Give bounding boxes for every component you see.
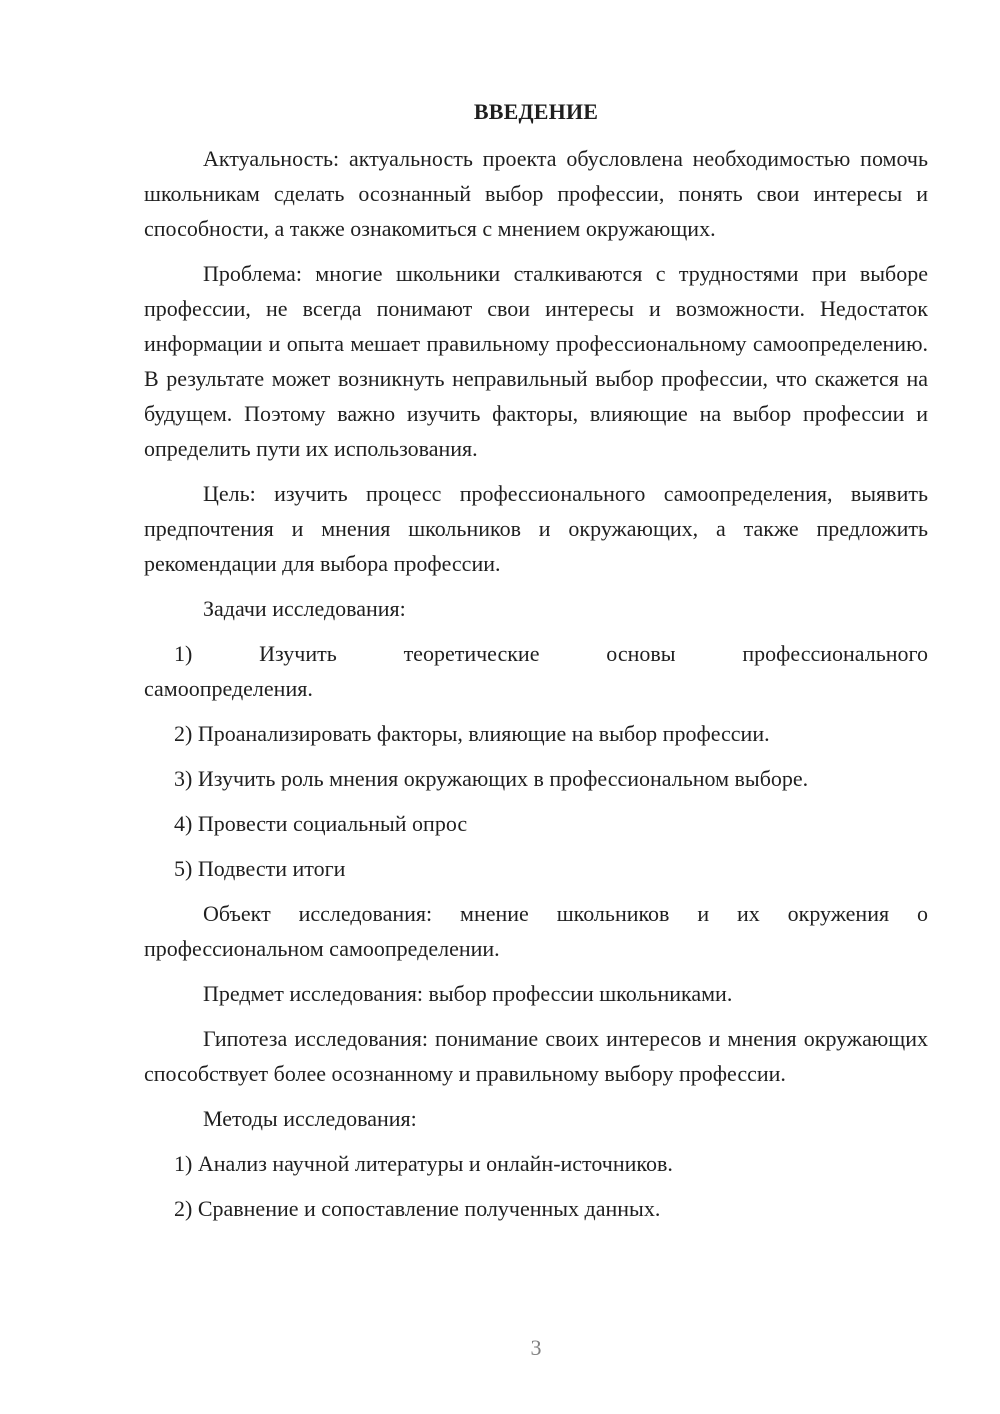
task-item-2: 2) Проанализировать факторы, влияющие на выбор профессии. <box>174 721 770 746</box>
task-item-1-word: Изучить <box>259 641 337 666</box>
method-item-1: 1) Анализ научной литературы и онлайн-источников. <box>174 1151 673 1176</box>
task-item-1-number: 1) <box>174 641 193 666</box>
task-item-5: 5) Подвести итоги <box>174 856 346 881</box>
task-item-1 <box>144 636 928 706</box>
task-item-4: 4) Провести социальный опрос <box>174 811 468 836</box>
hypothesis-paragraph: Гипотеза исследования: понимание своих интересов и мнения окружающих способствует более осознанному и правильному выбору профессии. <box>144 1026 928 1086</box>
goal-paragraph: Цель: изучить процесс профессионального самоопределения, выявить предпочтения и мнения школьников и окружающих, а также предложить рекомендации для выбора профессии. <box>144 481 928 576</box>
method-item-2: 2) Сравнение и сопоставление полученных данных. <box>174 1196 661 1221</box>
task-item-1-first-line <box>144 636 928 671</box>
task-item-1-word: теоретические <box>403 641 540 666</box>
task-item-3: 3) Изучить роль мнения окружающих в профессиональном выборе. <box>174 766 809 791</box>
page-number: 3 <box>530 1335 542 1360</box>
problem-paragraph: Проблема: многие школьники сталкиваются с трудностями при выборе профессии, не всегда понимают свои интересы и возможности. Недостаток информации и опыта мешает правильному профессиональному самоопределению. В результате может возникнуть неправильный выбор профессии, что скажется на будущем. Поэтому важно изучить факторы, влияющие на выбор профессии и определить пути их использования. <box>144 261 928 461</box>
task-item-1-word: основы <box>606 641 676 666</box>
section-heading: ВВЕДЕНИЕ <box>473 99 599 124</box>
subject-paragraph: Предмет исследования: выбор профессии школьниками. <box>203 981 733 1006</box>
methods-title: Методы исследования: <box>203 1106 417 1131</box>
tasks-title: Задачи исследования: <box>203 596 406 621</box>
object-paragraph: Объект исследования: мнение школьников и их окружения о профессиональном самоопределении. <box>144 901 928 961</box>
page-content <box>144 94 928 1236</box>
task-item-1-continuation: самоопределения. <box>144 676 313 701</box>
task-item-1-word: профессионального <box>742 641 928 666</box>
relevance-paragraph: Актуальность: актуальность проекта обусловлена необходимостью помочь школьникам сделать осознанный выбор профессии, понять свои интересы и способности, а также ознакомиться с мнением окружающих. <box>144 146 928 241</box>
